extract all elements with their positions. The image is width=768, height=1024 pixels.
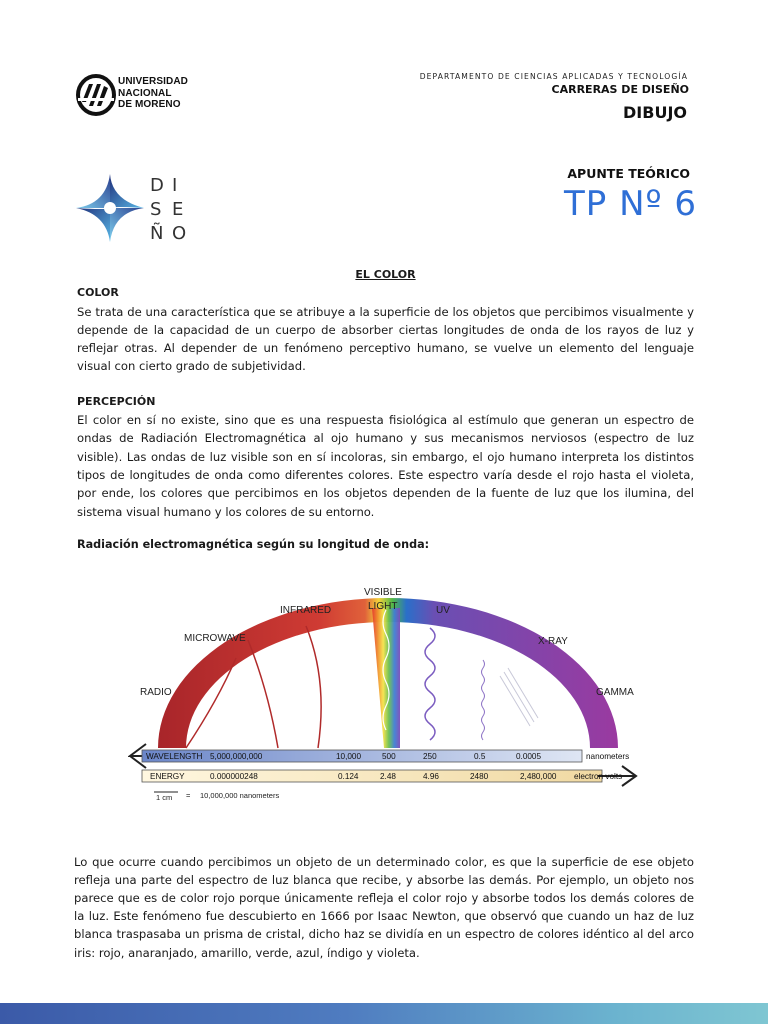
- wavelength-value: 0.0005: [516, 752, 542, 761]
- band-label: INFRARED: [280, 605, 332, 616]
- microwave-wave: [248, 640, 278, 748]
- careers-name: CARRERAS DE DISEÑO: [551, 83, 689, 96]
- wavelength-value: 250: [423, 752, 437, 761]
- section-paragraph: Se trata de una característica que se atribuye a la superficie de los objetos que percibimos visualmente y depende de la capacidad de un cuerpo de absorber ciertas longitudes de onda de los rayos de luz y reflejar otras. Al depender de un fenómeno perceptivo humano, se vuelve un elemento del lenguaje visual con cierto grado de subjetividad.: [77, 304, 694, 374]
- closing-paragraph: Lo que ocurre cuando percibimos un objeto de un determinado color, es que la superficie de ese objeto refleja una parte del espectro de luz blanca que recibe, y absorbe las demás. Por ejemplo, un objeto nos parece que es de color rojo porque únicamente refleja el color rojo y absorbe todos los demás colores de la luz. Este fenómeno fue descubierto en 1666 por Isaac Newton, que observó que cuando un haz de luz blanca traspasaba un prisma de cristal, dicho haz se dividía en un espectro de colores idéntico al del arco iris: rojo, anaranjado, amarillo, verde, azul, índigo y violeta.: [74, 854, 694, 960]
- energy-value: 2,480,000: [520, 772, 557, 781]
- wavelength-value: 0.5: [474, 752, 486, 761]
- band-label: X-RAY: [538, 636, 568, 647]
- scale-value: 10,000,000 nanometers: [200, 791, 280, 800]
- footer-gradient-bar: [0, 1003, 768, 1024]
- xray-wave: [482, 660, 485, 740]
- energy-value: 0.124: [338, 772, 359, 781]
- visible-light-beam: [372, 608, 400, 748]
- energy-value: 2480: [470, 772, 489, 781]
- university-logo: [76, 72, 206, 120]
- band-label: GAMMA: [596, 687, 634, 698]
- brand-letter: E: [172, 199, 184, 220]
- scale-equals: =: [186, 791, 191, 800]
- wavelength-value: 10,000: [336, 752, 362, 761]
- university-name-line: DE MORENO: [118, 99, 181, 110]
- energy-unit: electron volts: [574, 772, 623, 781]
- section-title: EL COLOR: [355, 268, 416, 281]
- infrared-wave: [306, 626, 321, 748]
- band-label: LIGHT: [368, 601, 398, 612]
- uv-wave: [425, 628, 435, 740]
- diseno-brand-logo: [76, 174, 194, 242]
- wavelength-value: 5,000,000,000: [210, 752, 263, 761]
- university-name-line: UNIVERSIDAD: [118, 76, 188, 87]
- wavelength-label: WAVELENGTH: [146, 752, 203, 761]
- energy-value: 4.96: [423, 772, 439, 781]
- electromagnetic-spectrum-figure: [128, 580, 648, 810]
- figure-caption: Radiación electromagnética según su longitud de onda:: [77, 538, 430, 551]
- section-paragraph: El color en sí no existe, sino que es una respuesta fisiológica al estímulo que generan un espectro de ondas de Radiación Electromagnética al ojo humano y sus mecanismos nerviosos (espectro de luz visible). Las ondas de luz visible son en sí incoloras, sin embargo, el ojo humano interpreta los distintos tipos de longitudes de onda como diferentes colores. Este espectro varía desde el rojo hasta el violeta, por ende, los colores que percibimos en los objetos dependen de la fuente de luz que los ilumina, del sistema visual humano y los colores de su entorno.: [77, 413, 694, 519]
- paragraph-spacer: [77, 376, 694, 393]
- practical-work-title: TP Nº 6: [564, 184, 697, 224]
- university-emblem-icon: [76, 72, 116, 118]
- band-label: VISIBLE: [364, 587, 402, 598]
- main-content: [77, 266, 694, 521]
- wavelength-unit: nanometers: [586, 752, 630, 761]
- brand-letter: I: [172, 175, 178, 196]
- scale-cm: 1 cm: [156, 793, 173, 802]
- university-name-line: NACIONAL: [118, 87, 172, 99]
- band-label: MICROWAVE: [184, 633, 246, 644]
- energy-value: 2.48: [380, 772, 396, 781]
- department-name: DEPARTAMENTO DE CIENCIAS APLICADAS Y TECNOLOGÍA: [419, 72, 688, 81]
- brand-letter: D: [150, 175, 164, 196]
- section-heading: COLOR: [77, 286, 119, 300]
- energy-value: 0.000000248: [210, 772, 258, 781]
- subject-name: DIBUJO: [623, 103, 687, 122]
- gamma-wave: [500, 668, 538, 726]
- brand-letter: S: [150, 199, 162, 220]
- wavelength-value: 500: [382, 752, 396, 761]
- section-heading: PERCEPCIÓN: [77, 394, 156, 408]
- document-type: APUNTE TEÓRICO: [567, 166, 690, 181]
- band-label: RADIO: [140, 687, 172, 698]
- brand-letter: O: [172, 223, 187, 242]
- band-label: UV: [436, 605, 450, 616]
- brand-letter: Ñ: [150, 223, 164, 242]
- university-name: [118, 76, 188, 111]
- energy-label: ENERGY: [150, 772, 185, 781]
